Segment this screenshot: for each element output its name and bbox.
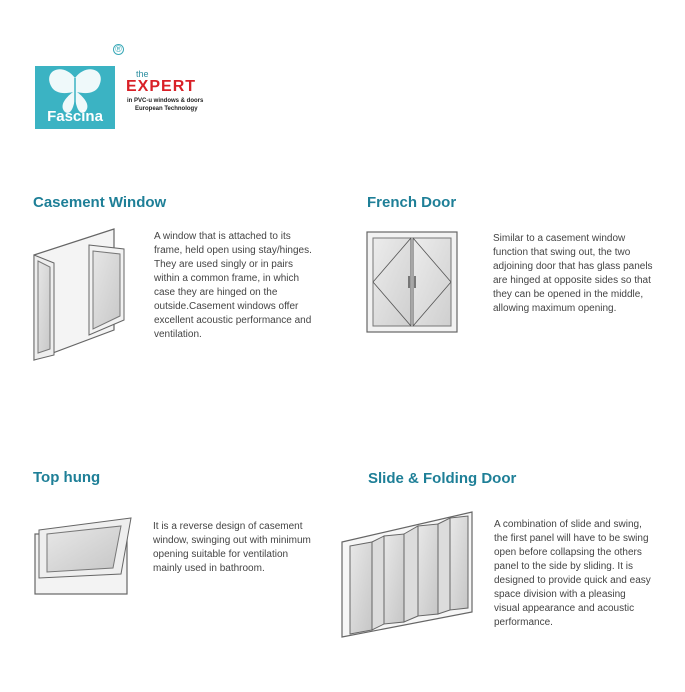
registered-mark: ® xyxy=(113,44,124,55)
slide-folding-door-icon xyxy=(342,512,482,642)
section-description-casement-window: A window that is attached to its frame, held open using stay/hinges. They are used singly or in pairs within a common frame, in which case they are hinged on the outside.Casement windows offer excellent acoustic performance and ventilation. xyxy=(154,231,312,340)
tagline-line1: in PVC-u windows & doors xyxy=(127,98,204,104)
casement-window-icon xyxy=(34,225,134,365)
tagline-expert: EXPERT xyxy=(126,78,197,95)
brand-name: Fascina xyxy=(47,108,103,125)
section-title-casement-window: Casement Window xyxy=(33,194,167,211)
top-hung-window-icon xyxy=(35,518,135,598)
french-door-icon xyxy=(367,232,462,337)
section-description-top-hung: It is a reverse design of casement window, swinging out with minimum opening suitable for ventilation mainly used in bathroom. xyxy=(153,521,311,574)
section-description-french-door: Similar to a casement window function that swing out, the two adjoining door that has glass panels are hinged at opposite sides so that they can be opened in the middle, allowing maximum opening. xyxy=(493,233,653,314)
section-title-top-hung: Top hung xyxy=(33,469,101,486)
section-title-slide-folding-door: Slide & Folding Door xyxy=(368,470,517,487)
tagline-line2: European Technology xyxy=(135,106,198,112)
section-description-slide-folding-door: A combination of slide and swing, the first panel will have to be swing open before collapsing the others panel to the side by sliding. It is designed to provide quick and easy space division with a pleasing visual appearance and acoustic performance. xyxy=(494,519,651,628)
fascina-logo xyxy=(35,66,115,129)
section-title-french-door: French Door xyxy=(367,194,457,211)
tagline-the: the xyxy=(136,69,149,79)
